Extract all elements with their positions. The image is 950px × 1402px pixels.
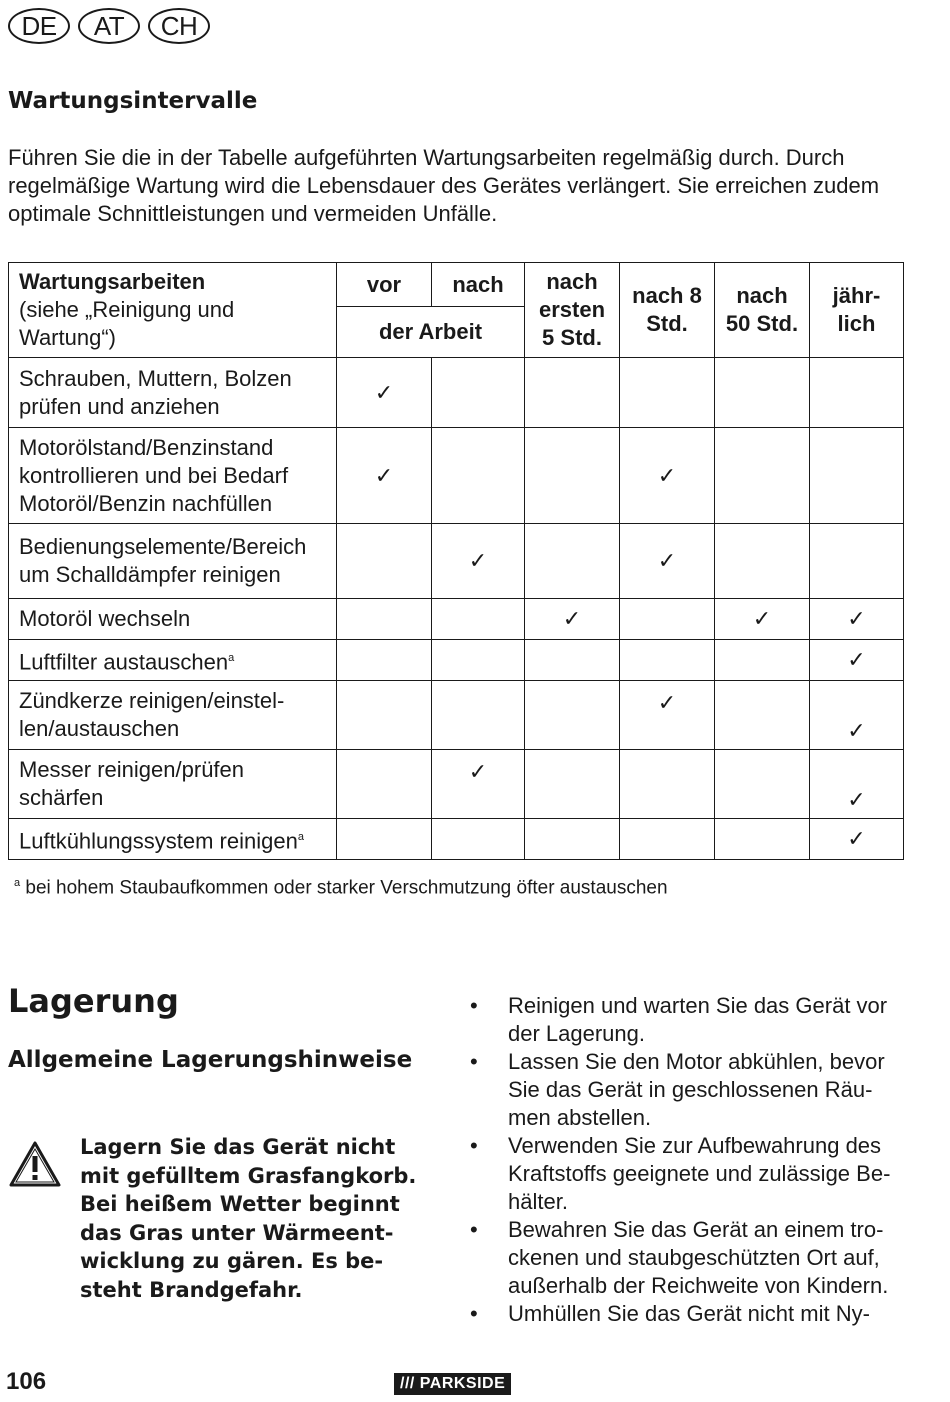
list-item: • Reinigen und warten Sie das Gerät vor der Lagerung. (470, 992, 910, 1048)
storage-heading: Lagerung (8, 982, 179, 1020)
check-mark: ✓ (810, 640, 904, 681)
table-header-row (9, 263, 904, 307)
col-header-50std: nach 50 Std. (715, 263, 810, 358)
table-row (9, 681, 904, 750)
country-badge-ch: CH (148, 8, 210, 44)
warning-triangle-icon (8, 1140, 62, 1188)
col-header-der-arbeit: der Arbeit (337, 307, 525, 358)
task-cell: Zündkerze reinigen/einstel- len/austauschen (9, 681, 337, 750)
check-mark: ✓ (810, 681, 904, 750)
storage-warning: Lagern Sie das Gerät nicht mit gefülltem Grasfangkorb. Bei heißem Wetter beginnt das Gras unter Wärmeent- wicklung zu gären. Es be- steht Brandgefahr. (80, 1135, 417, 1302)
storage-bullet-list (470, 992, 910, 1328)
check-mark: ✓ (810, 819, 904, 860)
brand-logo: /// PARKSIDE (394, 1373, 511, 1395)
maintenance-intro: Führen Sie die in der Tabelle aufgeführten Wartungsarbeiten regelmäßig durch. Durch regelmäßige Wartung wird die Lebensdauer des Gerätes verlängert. Sie erreichen zudem optimale Schnittleistungen und vermeiden Unfälle. (8, 145, 880, 226)
check-mark: ✓ (715, 599, 810, 640)
check-mark: ✓ (620, 428, 715, 524)
list-item: • Lassen Sie den Motor abkühlen, bevor Sie das Gerät in geschlossenen Räu- men abstellen. (470, 1048, 910, 1132)
col-header-5std: nach ersten 5 Std. (525, 263, 620, 358)
col-header-nach: nach (432, 263, 525, 307)
table-footnote: $^a$ bei hohem Staubaufkommen oder starker Verschmutzung öfter austauschen (14, 877, 668, 899)
table-row (9, 599, 904, 640)
task-cell: Luftkühlungssystem reinigen$^a$ (9, 819, 337, 860)
table-row (9, 524, 904, 599)
footnote-marker: a (297, 830, 304, 843)
check-mark: ✓ (432, 750, 525, 819)
check-mark: ✓ (337, 428, 432, 524)
task-cell: Messer reinigen/prüfen schärfen (9, 750, 337, 819)
check-mark: ✓ (432, 524, 525, 599)
list-item: • Verwenden Sie zur Aufbewahrung des Kraftstoffs geeignete und zulässige Be- hälter. (470, 1132, 910, 1216)
check-mark: ✓ (620, 524, 715, 599)
list-item: • Umhüllen Sie das Gerät nicht mit Ny- (470, 1300, 910, 1328)
list-item: • Bewahren Sie das Gerät an einem tro- ckenen und staubgeschützten Ort auf, außerhalb der Reichweite von Kindern. (470, 1216, 910, 1300)
table-row (9, 750, 904, 819)
page-number: 106 (6, 1368, 47, 1395)
col-header-vor: vor (337, 263, 432, 307)
check-mark: ✓ (810, 750, 904, 819)
task-cell: Luftfilter austauschen$^a$ (9, 640, 337, 681)
task-cell: Bedienungselemente/Bereich um Schalldämpfer reinigen (9, 524, 337, 599)
task-column-header: Wartungsarbeiten (siehe „Reinigung und Wartung“) (9, 263, 337, 358)
footnote-marker: a (228, 651, 235, 664)
maintenance-table (8, 262, 904, 860)
task-cell: Schrauben, Muttern, Bolzen prüfen und anziehen (9, 358, 337, 428)
task-cell: Motoröl wechseln (9, 599, 337, 640)
country-badges (8, 8, 210, 44)
check-mark: ✓ (337, 358, 432, 428)
table-row (9, 358, 904, 428)
country-badge-de: DE (8, 8, 70, 44)
col-header-8std: nach 8 Std. (620, 263, 715, 358)
table-row (9, 428, 904, 524)
table-row (9, 640, 904, 681)
task-cell: Motorölstand/Benzinstand kontrollieren und bei Bedarf Motoröl/Benzin nachfüllen (9, 428, 337, 524)
check-mark: ✓ (810, 599, 904, 640)
table-row (9, 819, 904, 860)
storage-subheading: Allgemeine Lagerungshinweise (8, 1047, 413, 1073)
country-badge-at: AT (78, 8, 140, 44)
check-mark: ✓ (525, 599, 620, 640)
check-mark: ✓ (620, 681, 715, 750)
col-header-jaehrlich: jähr- lich (810, 263, 904, 358)
maintenance-heading: Wartungsintervalle (8, 88, 258, 114)
